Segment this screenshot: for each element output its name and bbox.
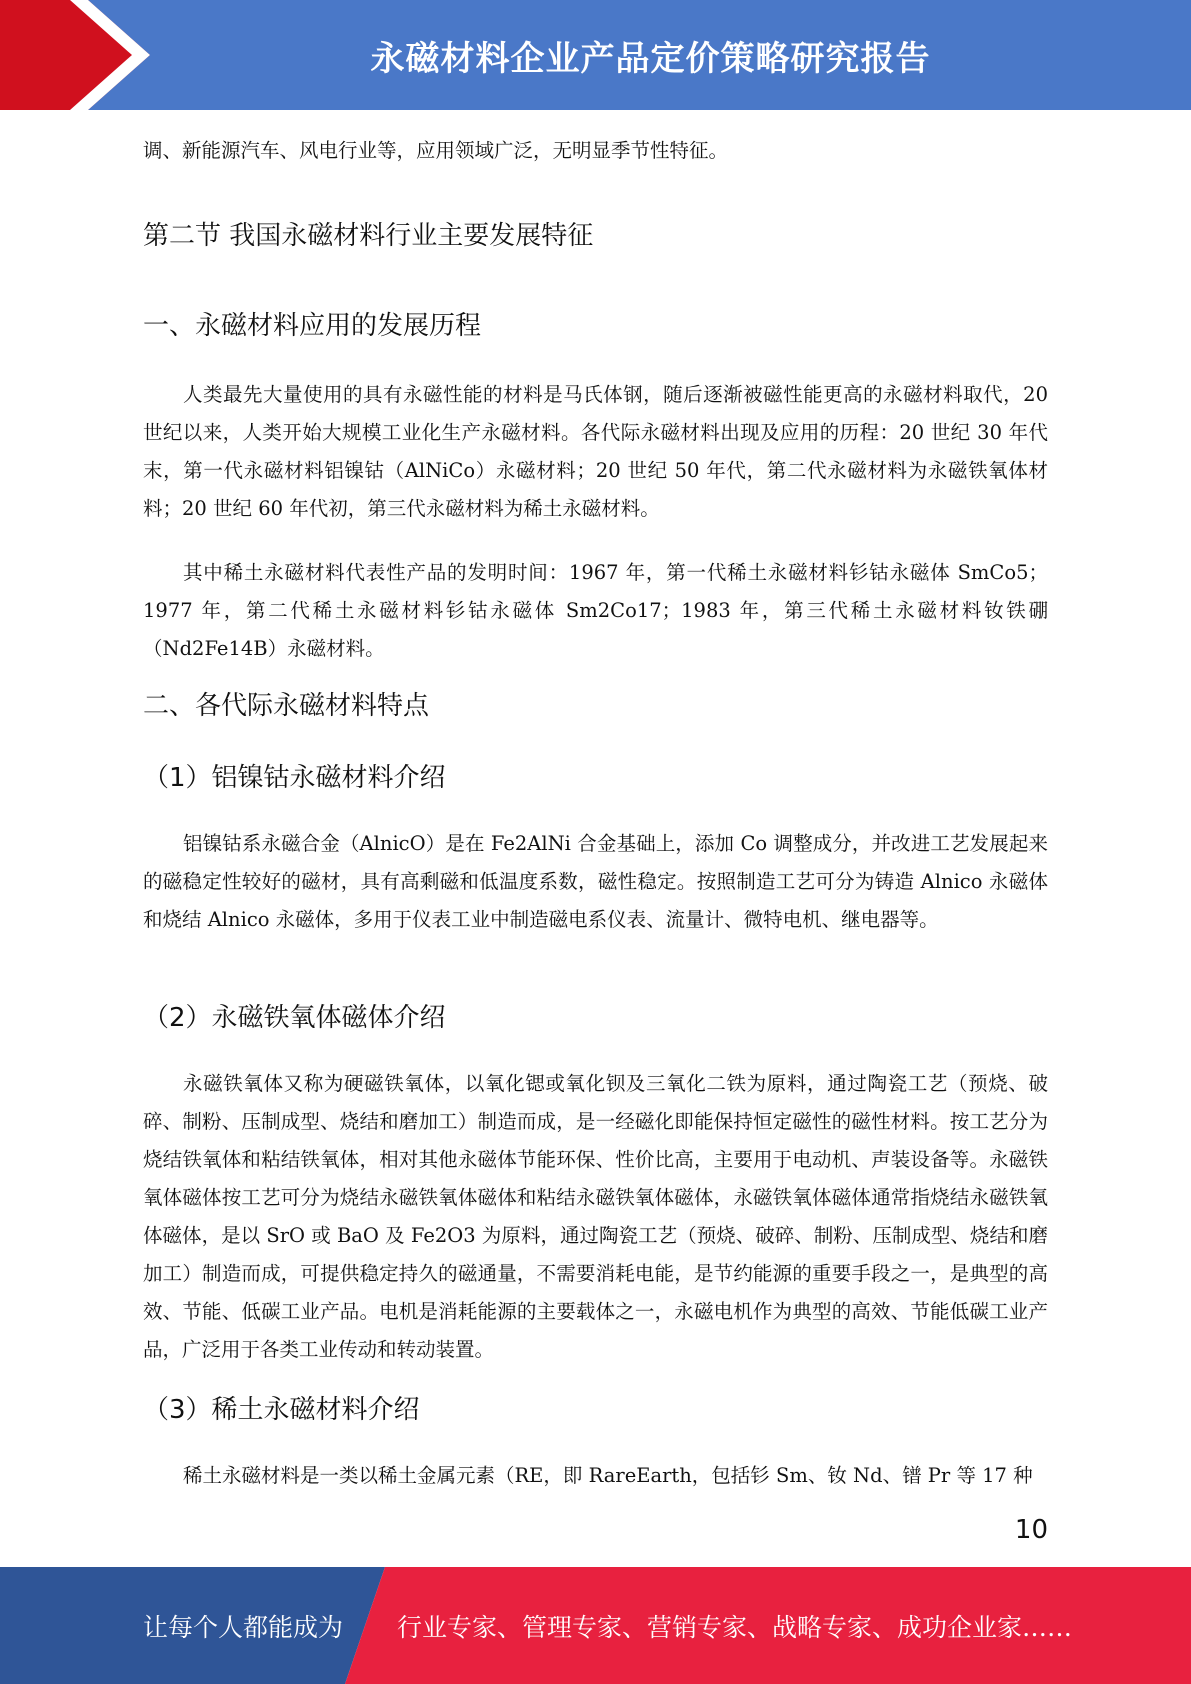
- footer-slogan-left: 让每个人都能成为: [143, 1612, 344, 1642]
- paragraph-alnico: 铝镍钴系永磁合金（AlnicO）是在 Fe2AlNi 合金基础上，添加 Co 调整成分，并改进工艺发展起来的磁稳定性较好的磁材，具有高剩磁和低温度系数，磁性稳定。按照制造工艺可分为铸造 Alnico 永磁体和烧结 Alnico 永磁体，多用于仪表工业中制造磁电系仪表、流量计、微特电机、继电器等。: [143, 832, 1048, 931]
- paragraph-history: 人类最先大量使用的具有永磁性能的材料是马氏体钢，随后逐渐被磁性能更高的永磁材料取代，20 世纪以来，人类开始大规模工业化生产永磁材料。各代际永磁材料出现及应用的历程：20 世纪 30 年代末，第一代永磁材料铝镍钴（AlNiCo）永磁材料；20 世纪 50 年代，第二代永磁材料为永磁铁氧体材料；20 世纪 60 年代初，第三代永磁材料为稀土永磁材料。: [143, 383, 1048, 520]
- footer-banner: [0, 1567, 1191, 1684]
- paragraph-ferrite: 永磁铁氧体又称为硬磁铁氧体，以氧化锶或氧化钡及三氧化二铁为原料，通过陶瓷工艺（预烧、破碎、制粉、压制成型、烧结和磨加工）制造而成，是一经磁化即能保持恒定磁性的磁性材料。按工艺分为烧结铁氧体和粘结铁氧体，相对其他永磁体节能环保、性价比高，主要用于电动机、声装设备等。永磁铁氧体磁体按工艺可分为烧结永磁铁氧体磁体和粘结永磁铁氧体磁体，永磁铁氧体磁体通常指烧结永磁铁氧体磁体，是以 SrO 或 BaO 及 Fe2O3 为原料，通过陶瓷工艺（预烧、破碎、制粉、压制成型、烧结和磨加工）制造而成，可提供稳定持久的磁通量，不需要消耗电能，是节约能源的重要手段之一，是典型的高效、节能、低碳工业产品。电机是消耗能源的主要载体之一，永磁电机作为典型的高效、节能低碳工业产品，广泛用于各类工业传动和转动装置。: [143, 1072, 1048, 1361]
- page-number: 10: [1014, 1515, 1048, 1545]
- subsection-heading-ferrite: （2）永磁铁氧体磁体介绍: [143, 1003, 446, 1033]
- subsection-heading-alnico: （1）铝镍钴永磁材料介绍: [143, 763, 446, 793]
- section-heading-features: 二、各代际永磁材料特点: [143, 691, 430, 721]
- paragraph-rare-earth-dates: 其中稀土永磁材料代表性产品的发明时间：1967 年，第一代稀土永磁材料钐钴永磁体 SmCo5；1977 年，第二代稀土永磁材料钐钴永磁体 Sm2Co17；1983 年，第三代稀土永磁材料钕铁硼（Nd2Fe14B）永磁材料。: [143, 561, 1048, 660]
- subsection-heading-rare-earth: （3）稀土永磁材料介绍: [143, 1395, 420, 1425]
- paragraph-rare-earth: 稀土永磁材料是一类以稀土金属元素（RE，即 RareEarth，包括钐 Sm、钕 Nd、镨 Pr 等 17 种: [183, 1464, 1033, 1487]
- header-banner: [0, 0, 1191, 110]
- chapter-heading: 第二节 我国永磁材料行业主要发展特征: [143, 221, 594, 251]
- header-arrow-decoration: [0, 0, 150, 110]
- footer-slogan-right: 行业专家、管理专家、营销专家、战略专家、成功企业家……: [397, 1612, 1073, 1642]
- paragraph-continued: 调、新能源汽车、风电行业等，应用领域广泛，无明显季节性特征。: [143, 139, 729, 162]
- section-heading-history: 一、永磁材料应用的发展历程: [143, 311, 482, 341]
- report-title: 永磁材料企业产品定价策略研究报告: [370, 38, 931, 79]
